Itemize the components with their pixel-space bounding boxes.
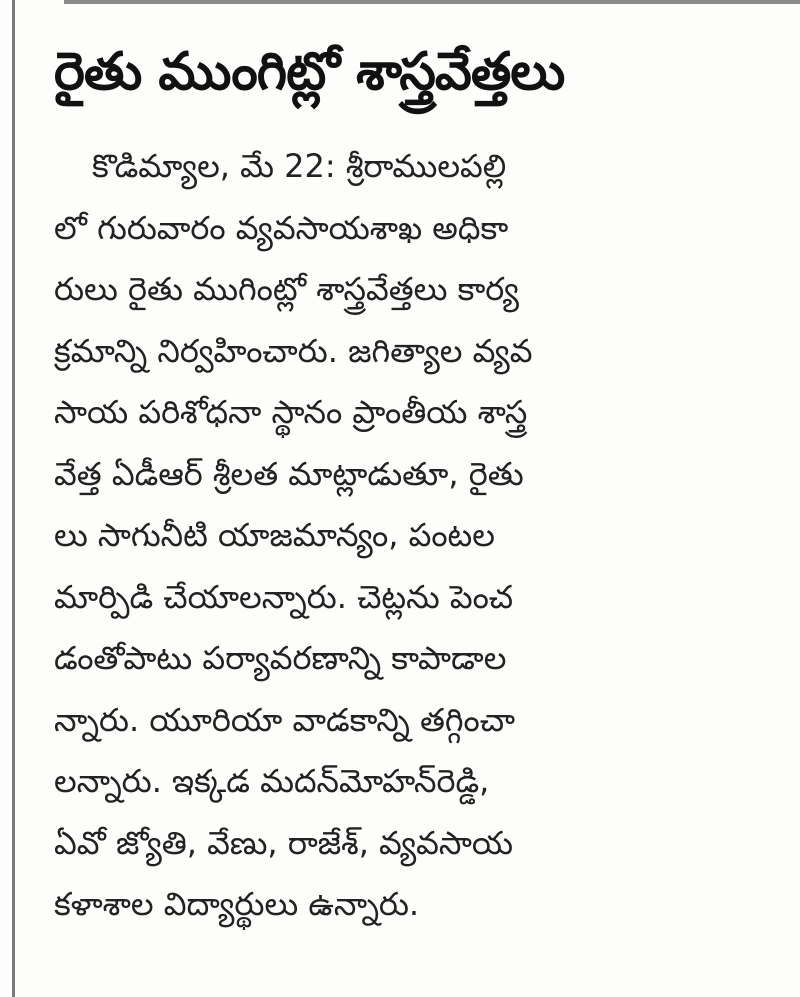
article-headline: రైతు ముంగిట్లో శాస్త్రవేత్తలు xyxy=(54,42,565,102)
article-line-6: వేత్త ఏడీఆర్ శ్రీలత మాట్లాడుతూ, రైతు xyxy=(54,454,524,493)
article-line-4: క్రమాన్ని నిర్వహించారు. జగిత్యాల వ్యవ xyxy=(54,331,533,370)
article-line-1: కొడిమ్యాల, మే 22: శ్రీరాములపల్లి xyxy=(92,147,507,185)
article-line-2: లో గురువారం వ్యవసాయశాఖ అధికా xyxy=(54,208,509,247)
article-line-12: ఏవో జ్యోతి, వేణు, రాజేశ్, వ్యవసాయ xyxy=(54,823,514,862)
article-line-5: సాయ పరిశోధనా స్థానం ప్రాంతీయ శాస్త్ర xyxy=(54,393,528,431)
left-column-rule xyxy=(12,0,15,997)
article-line-11: లన్నారు. ఇక్కడ మదన్‌మోహన్‌రెడ్డి, xyxy=(54,762,490,800)
article-line-10: న్నారు. యూరియా వాడకాన్ని తగ్గించా xyxy=(54,700,516,739)
article-line-3: రులు రైతు ముగింట్లో శాస్త్రవేత్తలు కార్య xyxy=(54,270,519,308)
article-body xyxy=(54,136,790,936)
news-clipping xyxy=(54,30,790,936)
top-border-rule xyxy=(64,0,800,4)
article-line-7: లు సాగునీటి యాజమాన్యం, పంటల xyxy=(54,516,495,554)
article-line-9: డంతోపాటు పర్యావరణాన్ని కాపాడాల xyxy=(54,639,507,677)
article-line-8: మార్పిడి చేయాలన్నారు. చెట్లను పెంచ xyxy=(54,577,514,616)
article-line-13: కళాశాల విద్యార్థులు ఉన్నారు. xyxy=(54,885,420,923)
